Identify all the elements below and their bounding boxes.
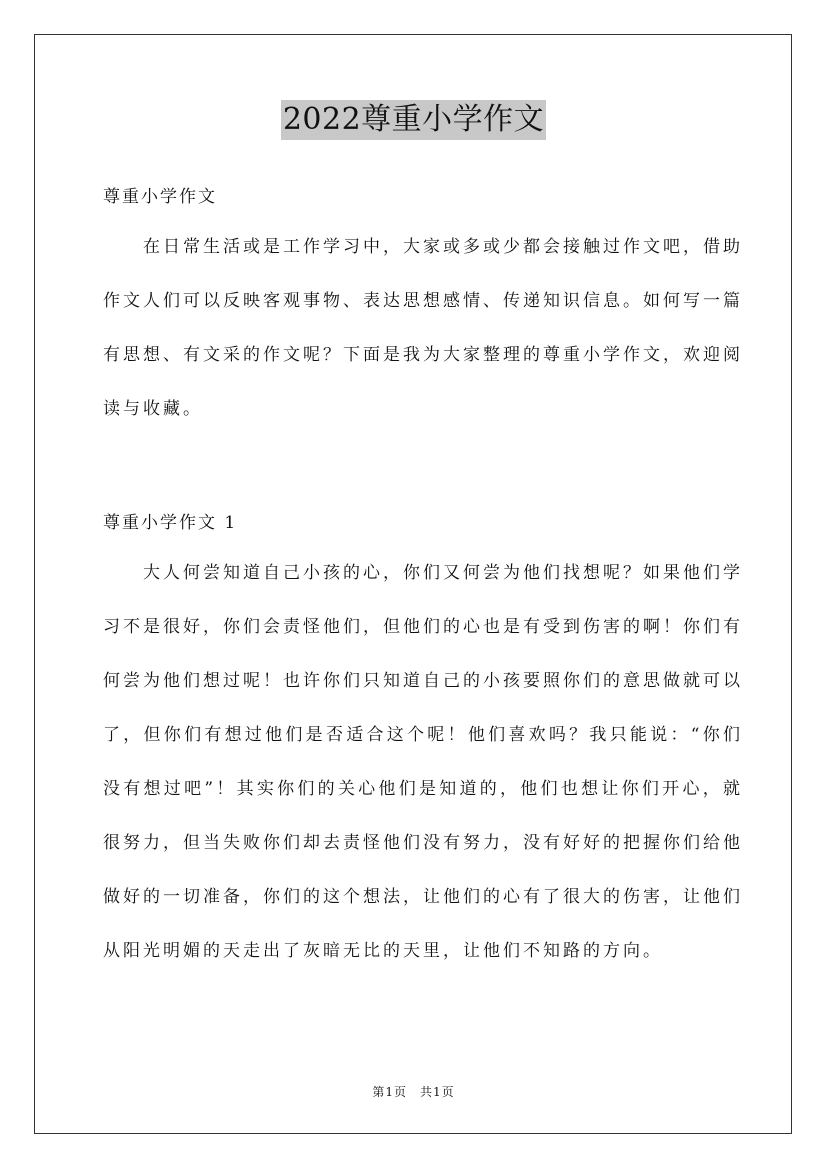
section-paragraph: 大人何尝知道自己小孩的心，你们又何尝为他们找想呢？如果他们学习不是很好，你们会责怪他们，但他们的心也是有受到伤害的啊！你们有何尝为他们想过呢！也许你们只知道自己的小孩要照你们的意思做就可以了，但你们有想过他们是否适合这个呢！他们喜欢吗？我只能说：“你们没有想过吧”！其实你们的关心他们是知道的，他们也想让你们开心，就很努力，但当失败你们却去责怪他们没有努力，没有好好的把握你们给他做好的一切准备，你们的这个想法，让他们的心有了很大的伤害，让他们从阳光明媚的天走出了灰暗无比的天里，让他们不知路的方向。: [103, 563, 743, 961]
section-heading: 尊重小学作文 1: [103, 513, 238, 533]
intro-paragraph: 在日常生活或是工作学习中，大家或多或少都会接触过作文吧，借助作文人们可以反映客观事物、表达思想感情、传递知识信息。如何写一篇有思想、有文采的作文呢？下面是我为大家整理的尊重小学作文，欢迎阅读与收藏。: [103, 237, 743, 419]
document-title: 2022尊重小学作文: [281, 100, 546, 140]
intro-heading: 尊重小学作文: [103, 187, 217, 207]
page-footer: 第1页 共1页: [372, 1085, 455, 1099]
title-wrap: [0, 100, 827, 140]
